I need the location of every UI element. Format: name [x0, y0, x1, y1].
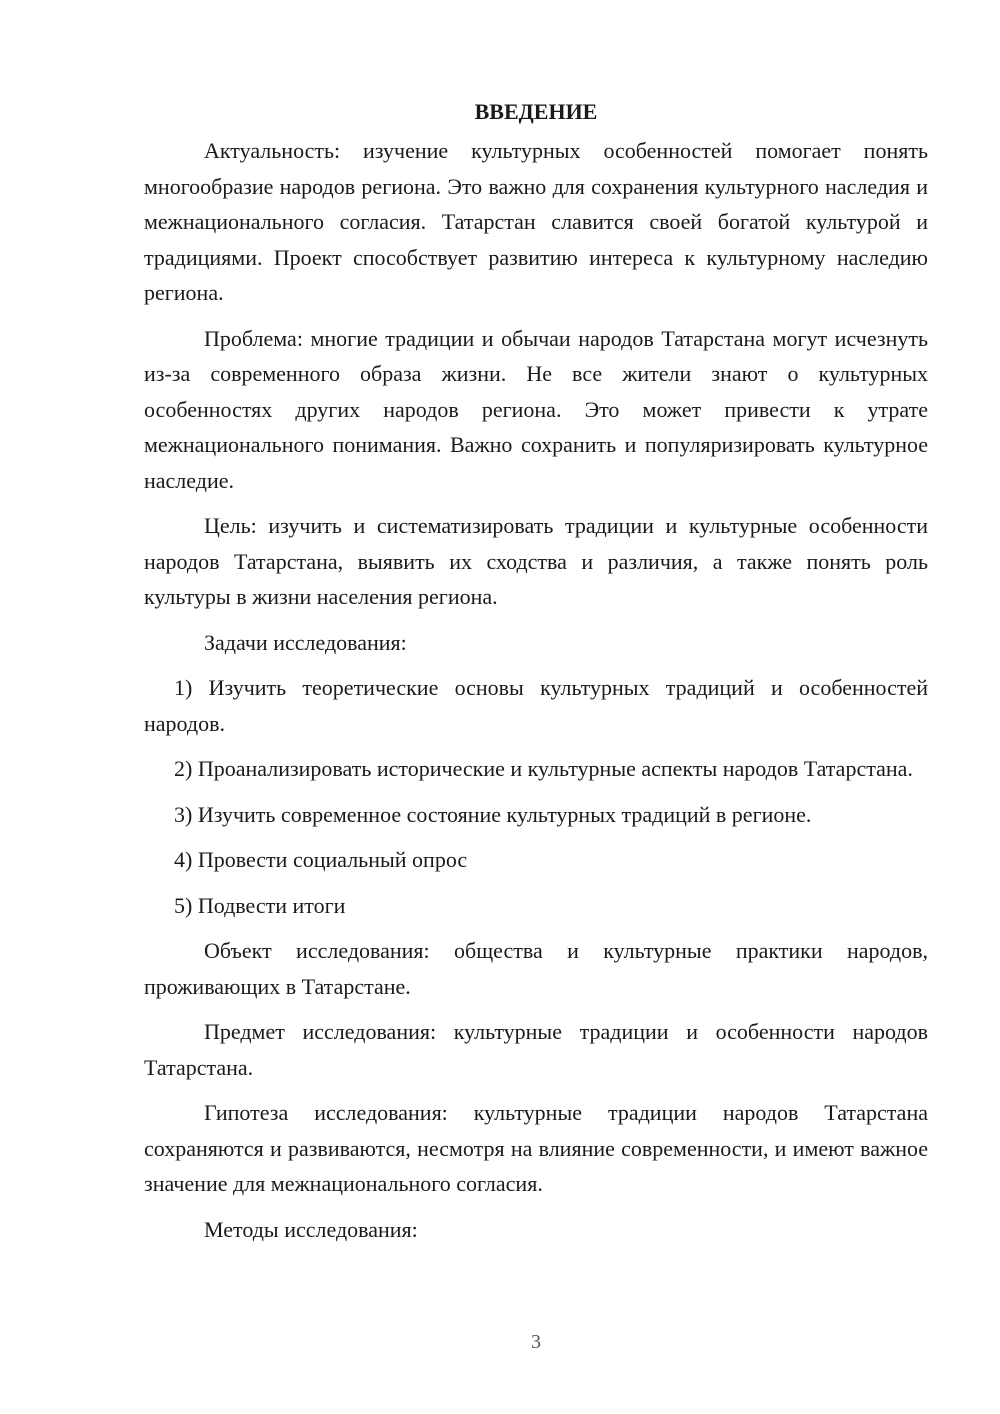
page-title: ВВЕДЕНИЕ	[474, 99, 598, 124]
task-item-3: 3) Изучить современное состояние культурных традиций в регионе.	[174, 801, 812, 827]
task-item-2: 2) Проанализировать исторические и культурные аспекты народов Татарстана.	[174, 756, 913, 781]
paragraph-object: Объект исследования: общества и культурные практики народов, проживающих в Татарстане.	[144, 938, 928, 999]
paragraph-hypothesis: Гипотеза исследования: культурные традиции народов Татарстана сохраняются и развиваются, несмотря на влияние современности, и имеют важное значение для межнационального согласия.	[144, 1100, 928, 1196]
tasks-heading: Задачи исследования:	[204, 629, 407, 655]
paragraph-goal: Цель: изучить и систематизировать традиции и культурные особенности народов Татарстана, выявить их сходства и различия, а также понять роль культуры в жизни населения региона.	[144, 513, 928, 609]
paragraph-subject: Предмет исследования: культурные традиции и особенности народов Татарстана.	[144, 1019, 928, 1080]
task-item-1: 1) Изучить теоретические основы культурных традиций и особенностей народов.	[144, 675, 928, 736]
paragraph-relevance: Актуальность: изучение культурных особенностей помогает понять многообразие народов региона. Это важно для сохранения культурного наследия и межнационального согласия. Татарстан славится своей богатой культурой и традициями. Проект способствует развитию интереса к культурному наследию региона.	[144, 138, 928, 305]
methods-heading: Методы исследования:	[204, 1216, 418, 1242]
paragraph-problem: Проблема: многие традиции и обычаи народов Татарстана могут исчезнуть из-за современного образа жизни. Не все жители знают о культурных особенностях других народов региона. Это может привести к утрате межнационального понимания. Важно сохранить и популяризировать культурное наследие.	[144, 325, 928, 493]
page-number: 3	[531, 1331, 541, 1353]
document-page	[144, 94, 928, 1257]
task-item-4: 4) Провести социальный опрос	[174, 847, 468, 872]
task-item-5: 5) Подвести итоги	[174, 892, 346, 918]
